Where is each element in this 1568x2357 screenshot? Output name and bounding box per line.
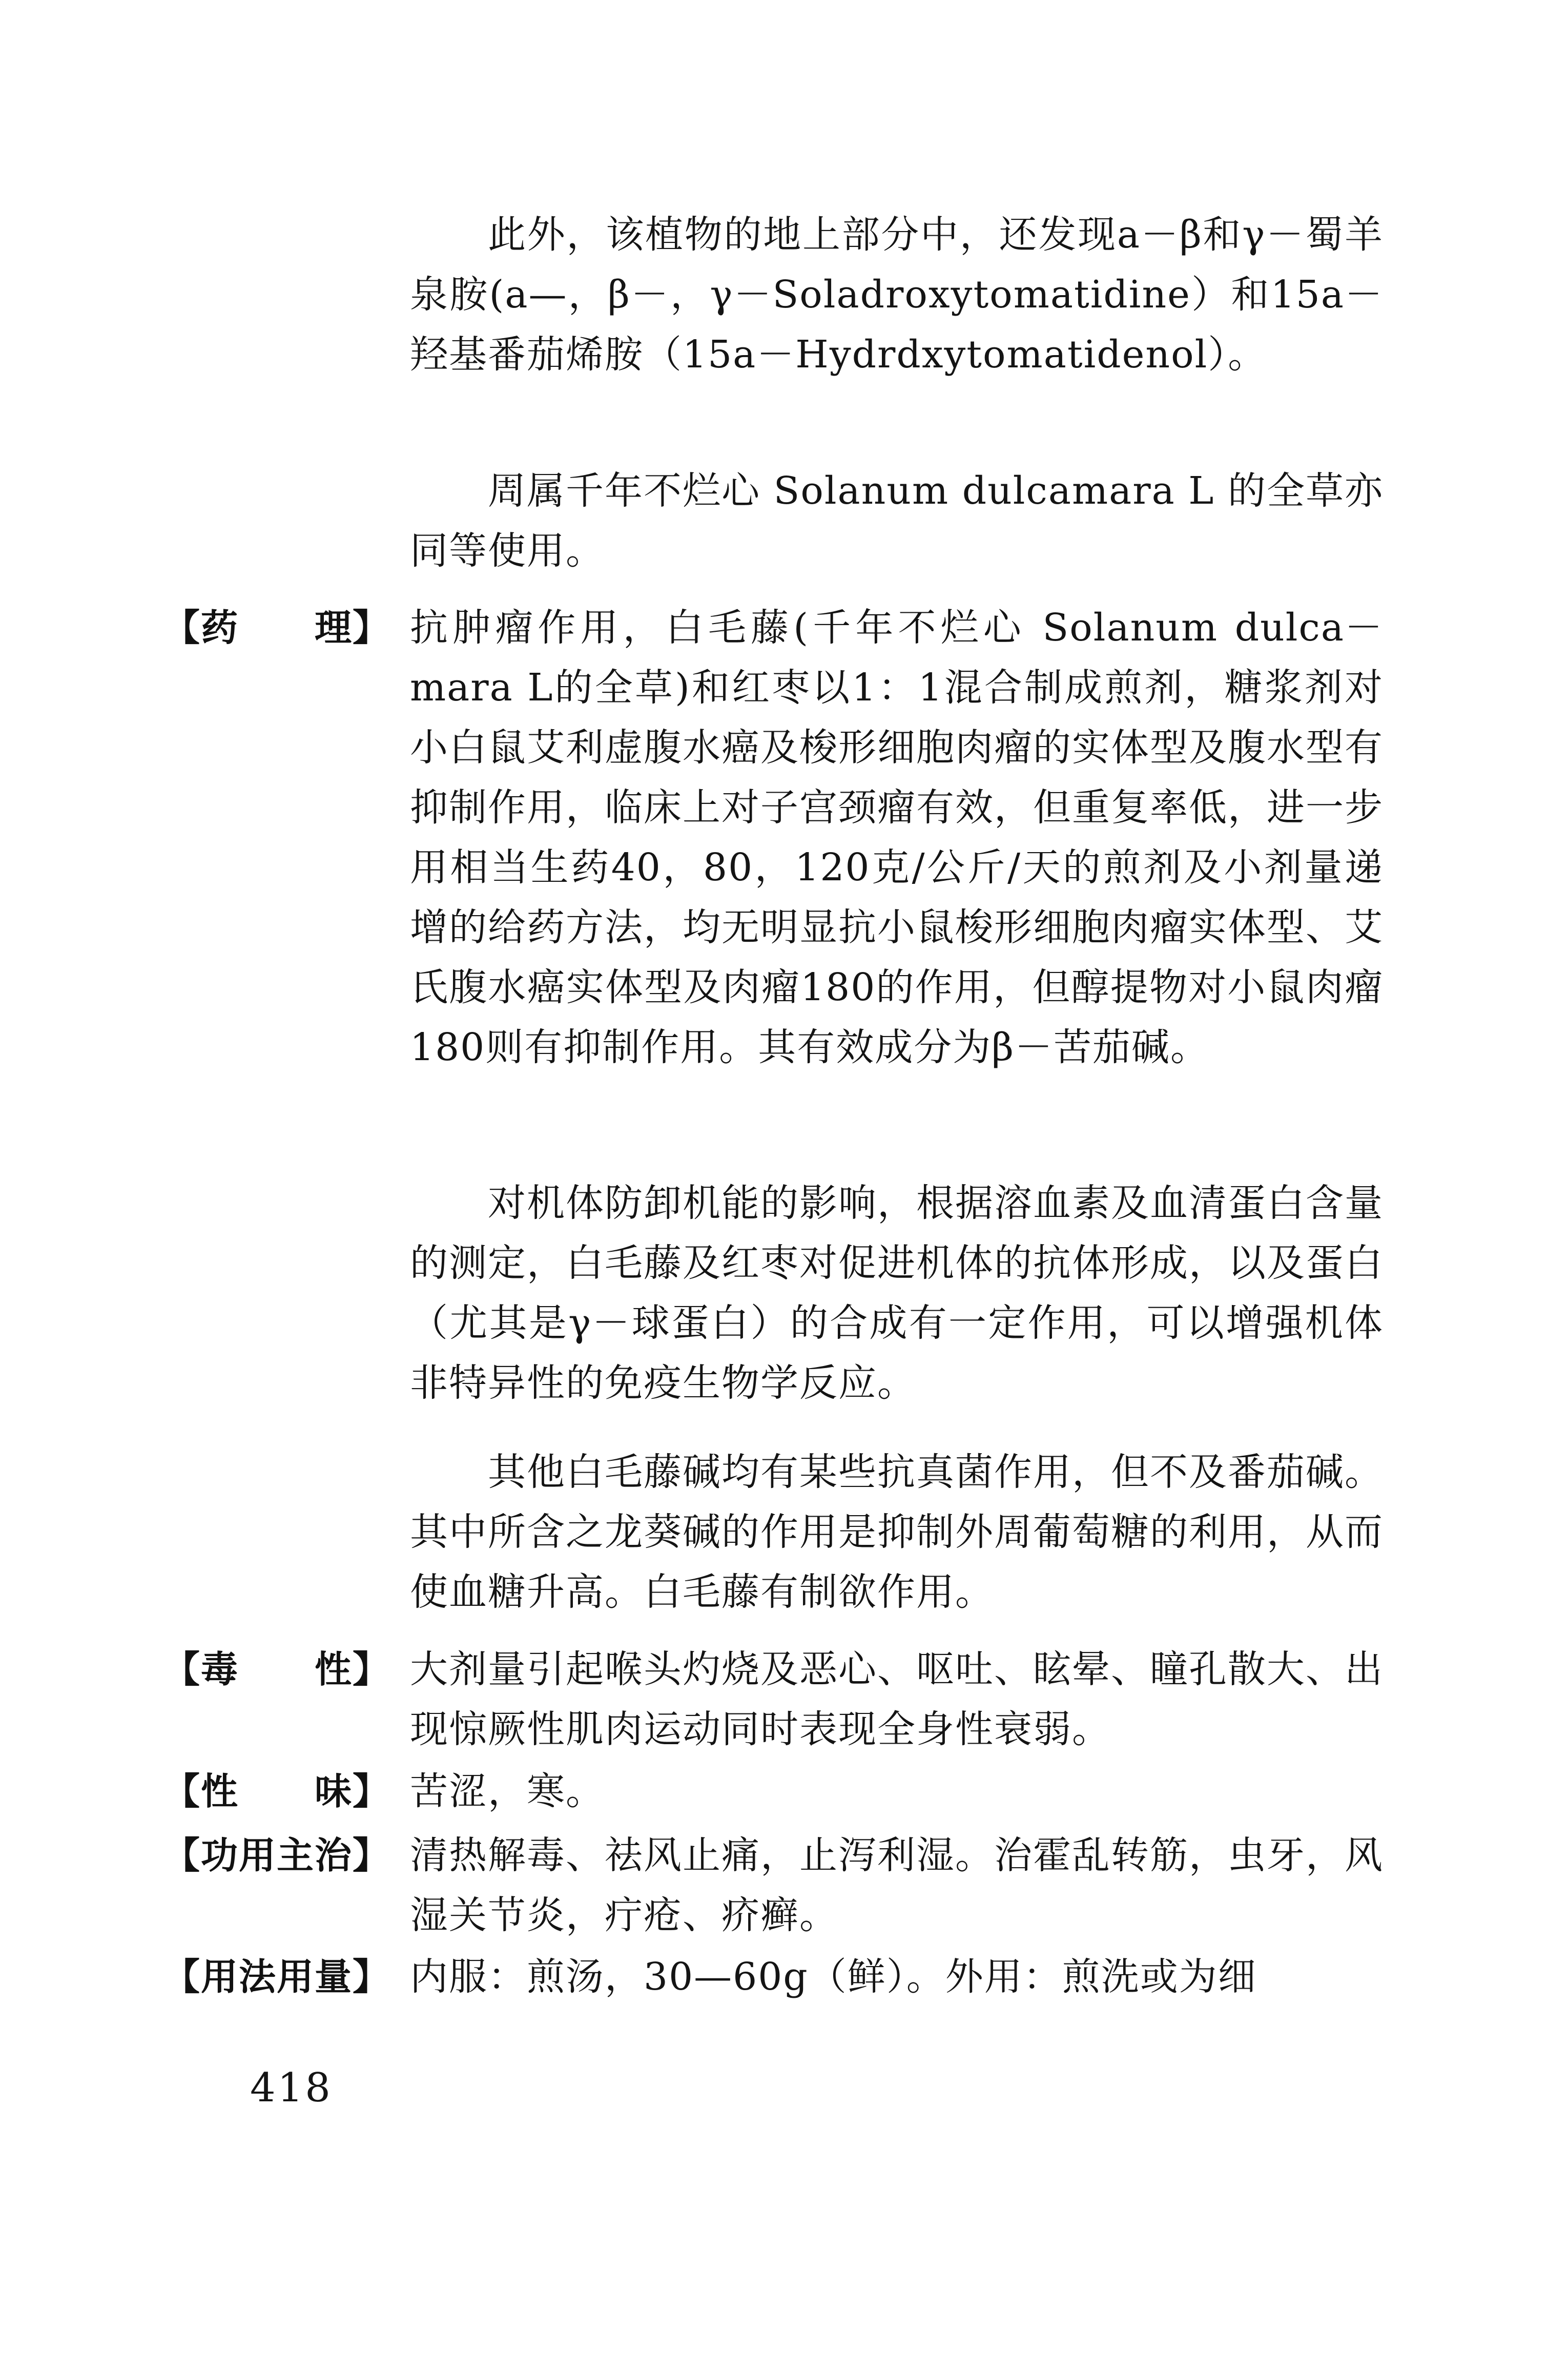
intro-paragraph-2: 周属千年不烂心 Solanum dulcamara L 的全草亦同等使用。 — [410, 469, 1384, 573]
section-label-pharmacology: 【药 理】 — [163, 606, 391, 649]
taste-text: 苦涩，寒。 — [410, 1769, 605, 1813]
page-number: 418 — [250, 2065, 333, 2111]
pharmacology-paragraph-2: 对机体防卸机能的影响，根据溶血素及血清蛋白含量的测定，白毛藤及红枣对促进机体的抗体形成，以及蛋白（尤其是γ－球蛋白）的合成有一定作用，可以增强机体非特异性的免疫生物学反应。 — [410, 1181, 1384, 1405]
section-label-toxicity: 【毒 性】 — [163, 1648, 391, 1691]
pharmacology-paragraph-1: 抗肿瘤作用，白毛藤(千年不烂心 Solanum dulca－mara L的全草)和红枣以1：1混合制成煎剂，糖浆剂对小白鼠艾利虚腹水癌及梭形细胞肉瘤的实体型及腹水型有抑制作用，临床上对子宫颈瘤有效，但重复率低，进一步用相当生药40，80，120克/公斤/天的煎剂及小剂量递增的给药方法，均无明显抗小鼠梭形细胞肉瘤实体型、艾氏腹水癌实体型及肉瘤180的作用，但醇提物对小鼠肉瘤180则有抑制作用。其有效成分为β－苦茄碱。 — [410, 606, 1384, 1069]
usage-text: 内服：煎汤，30—60g（鲜）。外用：煎洗或为细 — [410, 1955, 1257, 1999]
pharmacology-paragraph-3: 其他白毛藤碱均有某些抗真菌作用，但不及番茄碱。其中所含之龙葵碱的作用是抑制外周葡萄糖的利用，从而使血糖升高。白毛藤有制欲作用。 — [410, 1450, 1384, 1614]
indications-text: 清热解毒、祛风止痛，止泻利湿。治霍乱转筋，虫牙，风湿关节炎，疔疮、疥癣。 — [410, 1833, 1384, 1937]
section-label-usage: 【用法用量】 — [163, 1955, 391, 1998]
section-label-taste: 【性 味】 — [163, 1770, 391, 1813]
toxicity-text: 大剂量引起喉头灼烧及恶心、呕吐、眩晕、瞳孔散大、出现惊厥性肌肉运动同时表现全身性衰弱。 — [410, 1647, 1384, 1751]
intro-paragraph-1: 此外，该植物的地上部分中，还发现a－β和γ－蜀羊泉胺(a—，β－，γ－Soladroxytomatidine）和15a－羟基番茄烯胺（15a－Hydrdxytomatidenol）。 — [410, 213, 1384, 377]
section-label-indications: 【功用主治】 — [163, 1834, 391, 1877]
